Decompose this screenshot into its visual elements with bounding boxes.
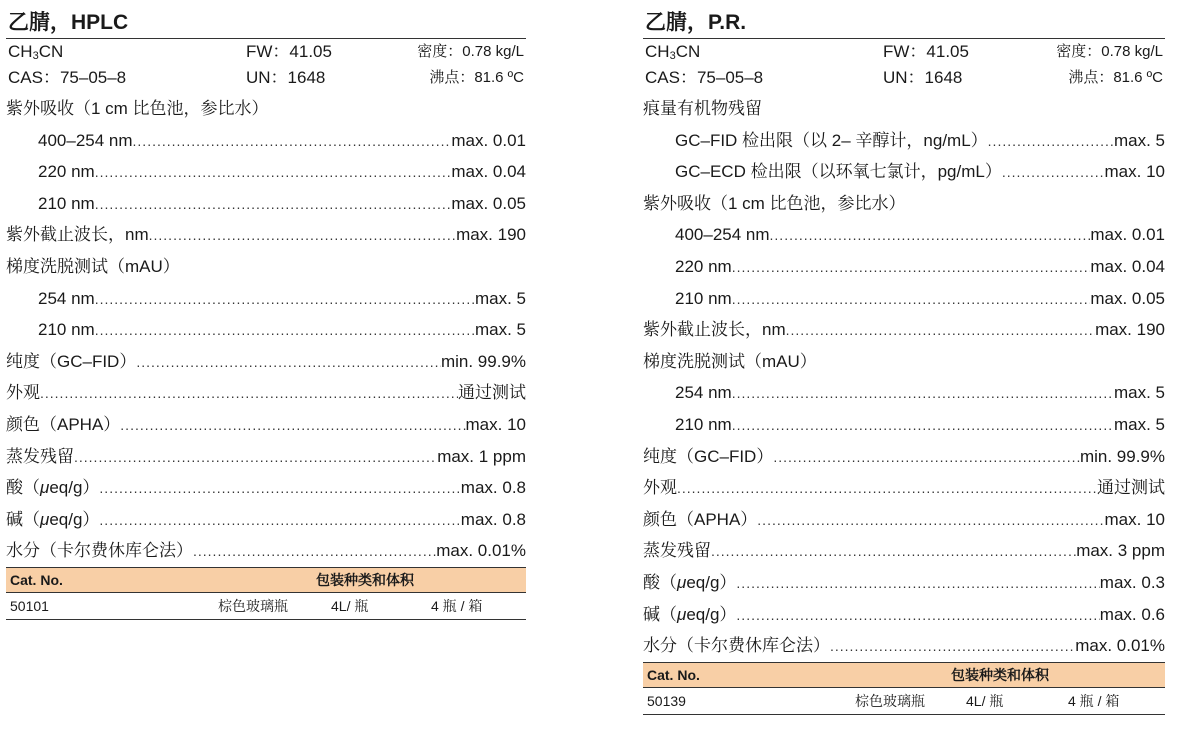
dot-leader xyxy=(99,473,460,505)
spec-label: 水分（卡尔费休库仑法） xyxy=(643,636,830,656)
cat-no: 50101 xyxy=(10,597,49,614)
spec-heading xyxy=(6,93,526,125)
spec-row xyxy=(6,346,526,378)
spec-value: max. 190 xyxy=(1095,320,1165,340)
cas-number: CAS：75–05–8 xyxy=(645,68,764,87)
density: 密度：0.78 kg/L xyxy=(417,43,524,60)
formula: $CH_3CN$ xyxy=(645,42,701,62)
spec-value: 通过测试 xyxy=(1097,478,1165,498)
spec-value: max. 0.04 xyxy=(451,162,526,182)
spec-heading xyxy=(643,346,1165,378)
spec-value: max. 0.6 xyxy=(1099,604,1165,624)
dot-leader xyxy=(786,315,1095,347)
spec-value: max. 5 xyxy=(1113,414,1165,434)
product-title: 乙腈，HPLC xyxy=(8,11,129,34)
spec-row xyxy=(6,125,526,157)
dot-leader xyxy=(830,631,1075,663)
spec-label: 蒸发残留 xyxy=(643,541,711,561)
spec-value: max. 5 xyxy=(1113,383,1165,403)
spec-label: 水分（卡尔费休库仑法） xyxy=(6,541,193,561)
spec-value: max. 3 ppm xyxy=(1076,541,1165,561)
cat-no: 50139 xyxy=(647,692,686,709)
dot-leader xyxy=(1002,157,1105,189)
spec-label: 酸（μeq/g） xyxy=(6,478,100,498)
catalog-row xyxy=(643,688,1165,715)
spec-value: max. 190 xyxy=(456,225,526,245)
catalog-header xyxy=(6,567,526,593)
product-panel-pr xyxy=(643,8,1165,715)
spec-label: GC–FID 检出限（以 2– 辛醇计，ng/mL） xyxy=(675,130,988,150)
spec-row xyxy=(643,156,1165,188)
spec-value: max. 10 xyxy=(465,414,526,434)
dot-leader xyxy=(133,126,452,158)
spec-label: 紫外截止波长，nm xyxy=(6,225,149,245)
dot-leader xyxy=(95,189,452,221)
dot-leader xyxy=(677,473,1097,505)
spec-value: max. 1 ppm xyxy=(437,446,526,466)
dot-leader xyxy=(40,378,458,410)
spec-label: 外观 xyxy=(6,383,40,403)
info-row-cas xyxy=(643,65,1165,91)
spec-row xyxy=(643,125,1165,157)
product-title: 乙腈，P.R. xyxy=(645,11,747,34)
spec-label: 210 nm xyxy=(675,288,732,308)
spec-label: GC–ECD 检出限（以环氧七氯计，pg/mL） xyxy=(675,162,1002,182)
spec-value: max. 5 xyxy=(1113,130,1165,150)
spec-row xyxy=(6,441,526,473)
spec-row xyxy=(6,504,526,536)
un-number: UN：1648 xyxy=(246,68,326,87)
package-header: 包装种类和体积 xyxy=(951,666,1049,683)
dot-leader xyxy=(732,378,1114,410)
spec-value: max. 5 xyxy=(474,320,526,340)
package-size: 4L/ 瓶 xyxy=(966,692,1004,709)
spec-label: 400–254 nm xyxy=(675,225,770,245)
spec-label: 220 nm xyxy=(675,256,732,276)
spec-row xyxy=(643,472,1165,504)
spec-value: max. 0.04 xyxy=(1090,256,1165,276)
cat-no-header: Cat. No. xyxy=(647,666,700,683)
info-row-cas xyxy=(6,65,526,91)
spec-value: max. 10 xyxy=(1104,509,1165,529)
formula-weight: FW：41.05 xyxy=(883,42,969,61)
spec-label: 蒸发残留 xyxy=(6,446,74,466)
spec-label: 220 nm xyxy=(38,162,95,182)
spec-row xyxy=(643,504,1165,536)
cat-no-header: Cat. No. xyxy=(10,571,63,588)
spec-label: 紫外吸收（1 cm 比色池，参比水） xyxy=(643,193,906,213)
spec-row xyxy=(6,314,526,346)
spec-row xyxy=(643,251,1165,283)
spec-value: max. 0.01 xyxy=(451,130,526,150)
spec-row xyxy=(643,535,1165,567)
spec-label: 颜色（APHA） xyxy=(6,414,121,434)
spec-value: max. 0.8 xyxy=(460,509,526,529)
dot-leader xyxy=(732,410,1114,442)
dot-leader xyxy=(120,410,465,442)
spec-label: 254 nm xyxy=(675,383,732,403)
dot-leader xyxy=(193,536,436,568)
catalog-row xyxy=(6,593,526,620)
spec-label: 颜色（APHA） xyxy=(643,509,758,529)
spec-row xyxy=(6,472,526,504)
spec-row xyxy=(6,535,526,567)
spec-label: 外观 xyxy=(643,478,677,498)
spec-row xyxy=(643,314,1165,346)
spec-row xyxy=(643,219,1165,251)
spec-value: min. 99.9% xyxy=(1079,446,1165,466)
spec-row xyxy=(643,599,1165,631)
dot-leader xyxy=(74,442,437,474)
spec-label: 梯度洗脱测试（mAU） xyxy=(6,256,180,276)
spec-row xyxy=(643,377,1165,409)
cas-number: CAS：75–05–8 xyxy=(8,68,127,87)
spec-row xyxy=(6,283,526,315)
spec-row xyxy=(6,219,526,251)
spec-list xyxy=(6,93,526,567)
dot-leader xyxy=(773,442,1080,474)
spec-heading xyxy=(6,251,526,283)
spec-label: 254 nm xyxy=(38,288,95,308)
spec-row xyxy=(6,377,526,409)
spec-label: 纯度（GC–FID） xyxy=(643,446,774,466)
package-type: 棕色玻璃瓶 xyxy=(218,597,288,614)
spec-value: max. 0.01% xyxy=(436,541,526,561)
spec-heading xyxy=(643,188,1165,220)
spec-row xyxy=(643,283,1165,315)
info-row-formula xyxy=(6,39,526,65)
spec-value: max. 0.8 xyxy=(460,478,526,498)
spec-label: 梯度洗脱测试（mAU） xyxy=(643,351,817,371)
spec-value: max. 0.01% xyxy=(1075,636,1165,656)
catalog-header xyxy=(643,662,1165,688)
dot-leader xyxy=(988,126,1114,158)
package-type: 棕色玻璃瓶 xyxy=(855,692,925,709)
dot-leader xyxy=(732,284,1091,316)
boiling-point: 沸点：81.6 ºC xyxy=(429,69,524,86)
dot-leader xyxy=(95,315,475,347)
spec-label: 紫外吸收（1 cm 比色池，参比水） xyxy=(6,99,269,118)
dot-leader xyxy=(95,157,452,189)
spec-row xyxy=(643,409,1165,441)
dot-leader xyxy=(736,600,1099,632)
dot-leader xyxy=(711,536,1076,568)
spec-value: max. 0.3 xyxy=(1099,572,1165,592)
dot-leader xyxy=(732,252,1091,284)
package-qty: 4 瓶 / 箱 xyxy=(431,597,483,614)
boiling-point: 沸点：81.6 ºC xyxy=(1068,69,1163,86)
spec-value: 通过测试 xyxy=(458,383,526,403)
dot-leader xyxy=(95,284,475,316)
spec-value: max. 5 xyxy=(474,288,526,308)
package-qty: 4 瓶 / 箱 xyxy=(1068,692,1120,709)
spec-list xyxy=(643,93,1165,662)
spec-label: 纯度（GC–FID） xyxy=(6,351,137,371)
dot-leader xyxy=(770,220,1091,252)
product-panel-hplc xyxy=(6,8,526,620)
density: 密度：0.78 kg/L xyxy=(1056,43,1163,60)
spec-value: min. 99.9% xyxy=(440,351,526,371)
spec-row xyxy=(6,188,526,220)
spec-row xyxy=(643,630,1165,662)
spec-label: 210 nm xyxy=(38,320,95,340)
dot-leader xyxy=(136,347,441,379)
formula-weight: FW：41.05 xyxy=(246,42,332,61)
spec-label: 碱（μeq/g） xyxy=(6,509,100,529)
spec-label: 210 nm xyxy=(38,193,95,213)
dot-leader xyxy=(736,568,1099,600)
spec-value: max. 0.05 xyxy=(1090,288,1165,308)
spec-value: max. 0.05 xyxy=(451,193,526,213)
spec-row xyxy=(643,567,1165,599)
dot-leader xyxy=(99,505,460,537)
package-size: 4L/ 瓶 xyxy=(331,597,369,614)
spec-value: max. 10 xyxy=(1104,162,1165,182)
dot-leader xyxy=(149,220,456,252)
spec-value: max. 0.01 xyxy=(1090,225,1165,245)
spec-label: 紫外截止波长，nm xyxy=(643,320,786,340)
dot-leader xyxy=(757,505,1104,537)
spec-row xyxy=(6,156,526,188)
package-header: 包装种类和体积 xyxy=(316,571,414,588)
spec-heading xyxy=(643,93,1165,125)
spec-label: 酸（μeq/g） xyxy=(643,572,737,592)
formula: $CH_3CN$ xyxy=(8,42,64,62)
info-row-formula xyxy=(643,39,1165,65)
un-number: UN：1648 xyxy=(883,68,963,87)
spec-row xyxy=(6,409,526,441)
spec-label: 210 nm xyxy=(675,414,732,434)
spec-label: 碱（μeq/g） xyxy=(643,604,737,624)
spec-row xyxy=(643,441,1165,473)
spec-label: 400–254 nm xyxy=(38,130,133,150)
spec-label: 痕量有机物残留 xyxy=(643,99,762,118)
